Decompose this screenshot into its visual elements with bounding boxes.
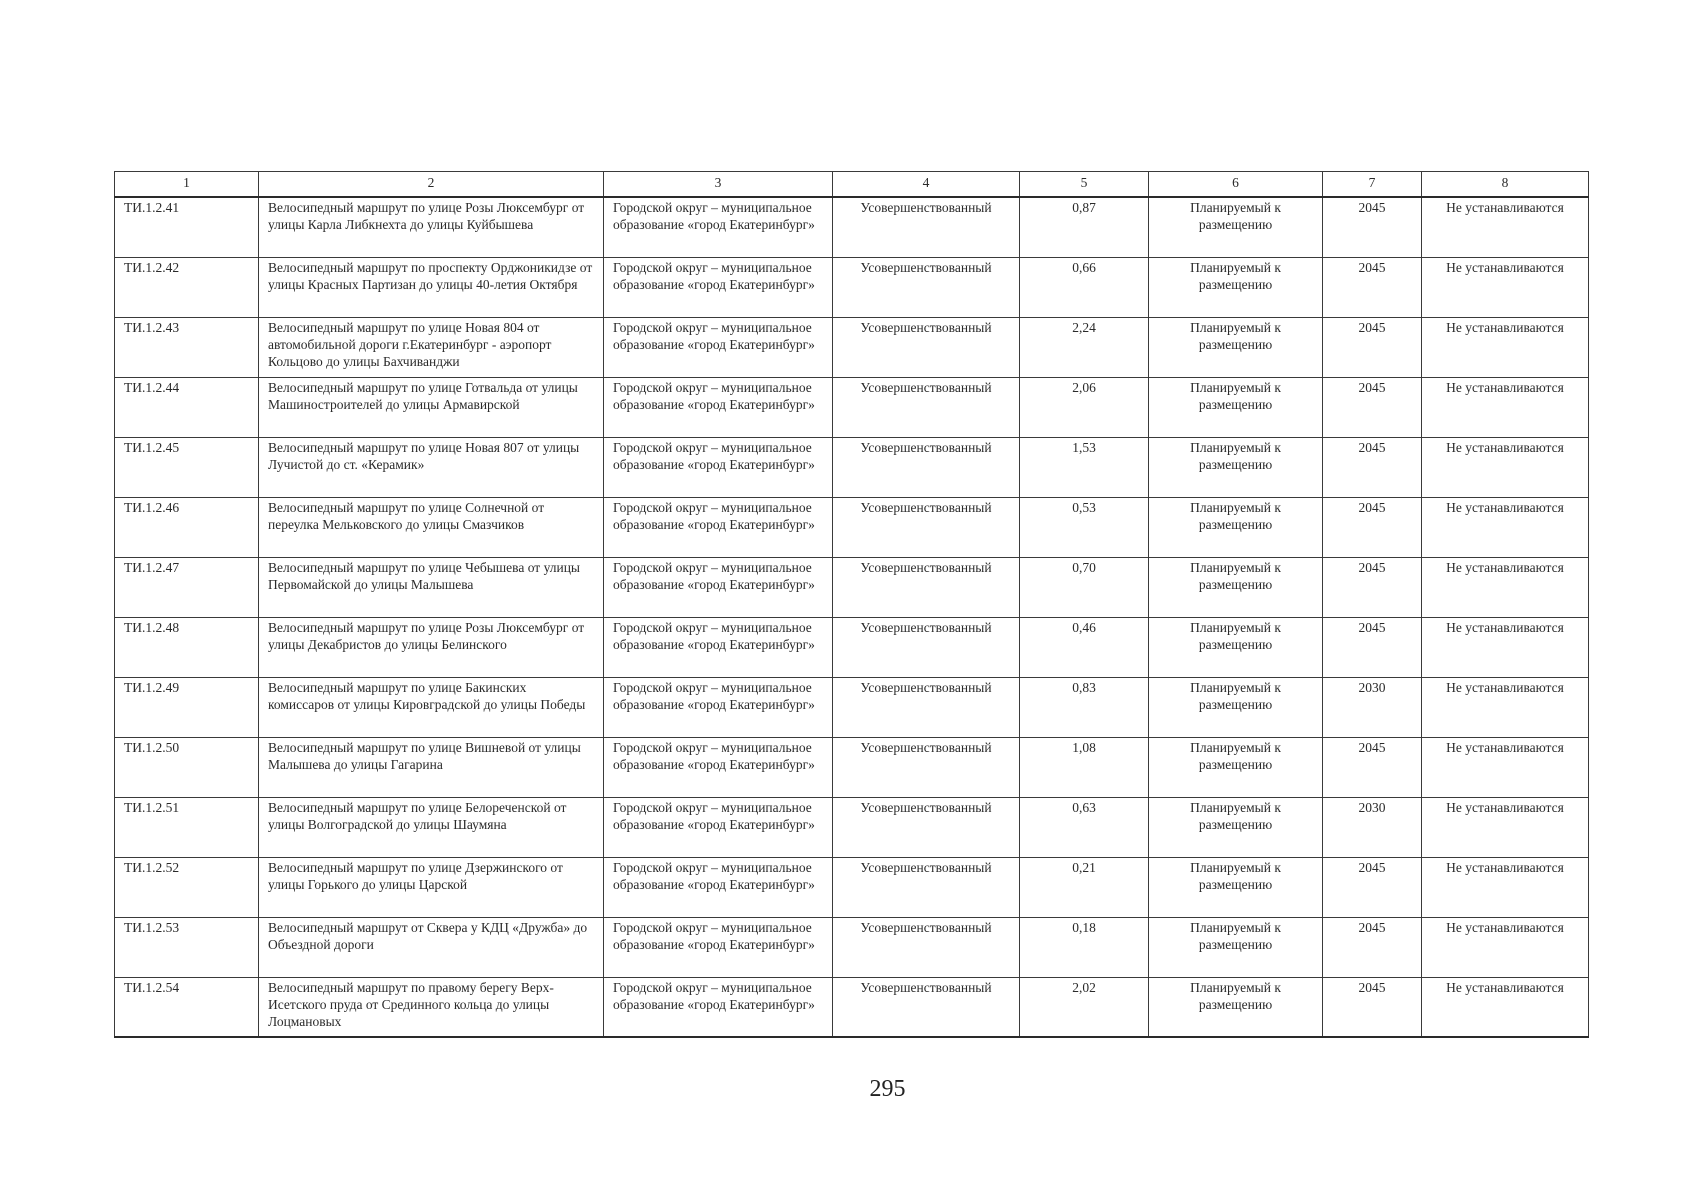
cell-restrictions: Не устанавливаются (1422, 977, 1589, 1037)
cell-name: Велосипедный маршрут по улице Солнечной от переулка Мельковского до улицы Смазчиков (259, 497, 604, 557)
cell-name: Велосипедный маршрут по правому берегу Верх-Исетского пруда от Срединного кольца до улицы Лоцмановых (259, 977, 604, 1037)
column-header: 4 (833, 172, 1020, 198)
header-row (115, 172, 1589, 198)
cell-category: Усовершенствованный (833, 557, 1020, 617)
cell-length: 2,24 (1020, 317, 1149, 377)
column-header: 6 (1149, 172, 1323, 198)
cell-length: 0,63 (1020, 797, 1149, 857)
cell-category: Усовершенствованный (833, 497, 1020, 557)
cell-status: Планируемый к размещению (1149, 497, 1323, 557)
cell-year: 2045 (1323, 257, 1422, 317)
cell-code: ТИ.1.2.51 (115, 797, 259, 857)
cell-year: 2045 (1323, 737, 1422, 797)
cell-code: ТИ.1.2.41 (115, 197, 259, 257)
cell-restrictions: Не устанавливаются (1422, 257, 1589, 317)
cell-restrictions: Не устанавливаются (1422, 617, 1589, 677)
cell-restrictions: Не устанавливаются (1422, 857, 1589, 917)
cell-status: Планируемый к размещению (1149, 917, 1323, 977)
table-row (115, 797, 1589, 857)
cell-municipality: Городской округ – муниципальное образование «город Екатеринбург» (604, 917, 833, 977)
cell-name: Велосипедный маршрут от Сквера у КДЦ «Дружба» до Объездной дороги (259, 917, 604, 977)
cell-status: Планируемый к размещению (1149, 797, 1323, 857)
cell-length: 1,08 (1020, 737, 1149, 797)
cell-length: 0,18 (1020, 917, 1149, 977)
cell-code: ТИ.1.2.48 (115, 617, 259, 677)
cell-length: 0,83 (1020, 677, 1149, 737)
cell-restrictions: Не устанавливаются (1422, 317, 1589, 377)
cell-restrictions: Не устанавливаются (1422, 497, 1589, 557)
cell-restrictions: Не устанавливаются (1422, 677, 1589, 737)
cell-category: Усовершенствованный (833, 437, 1020, 497)
page-number: 295 (869, 1076, 906, 1102)
table-row (115, 917, 1589, 977)
cell-code: ТИ.1.2.45 (115, 437, 259, 497)
cell-category: Усовершенствованный (833, 857, 1020, 917)
cell-status: Планируемый к размещению (1149, 737, 1323, 797)
cell-status: Планируемый к размещению (1149, 377, 1323, 437)
column-header: 1 (115, 172, 259, 198)
cell-length: 0,87 (1020, 197, 1149, 257)
cell-category: Усовершенствованный (833, 737, 1020, 797)
cell-municipality: Городской округ – муниципальное образование «город Екатеринбург» (604, 257, 833, 317)
column-header: 2 (259, 172, 604, 198)
table-row (115, 677, 1589, 737)
cell-category: Усовершенствованный (833, 317, 1020, 377)
column-header: 5 (1020, 172, 1149, 198)
cell-municipality: Городской округ – муниципальное образование «город Екатеринбург» (604, 317, 833, 377)
cell-name: Велосипедный маршрут по улице Белореченской от улицы Волгоградской до улицы Шаумяна (259, 797, 604, 857)
cell-status: Планируемый к размещению (1149, 257, 1323, 317)
cell-restrictions: Не устанавливаются (1422, 437, 1589, 497)
table-row (115, 377, 1589, 437)
cell-status: Планируемый к размещению (1149, 437, 1323, 497)
cell-code: ТИ.1.2.44 (115, 377, 259, 437)
cell-municipality: Городской округ – муниципальное образование «город Екатеринбург» (604, 737, 833, 797)
cell-restrictions: Не устанавливаются (1422, 377, 1589, 437)
cell-code: ТИ.1.2.49 (115, 677, 259, 737)
cell-category: Усовершенствованный (833, 797, 1020, 857)
table-row (115, 857, 1589, 917)
table-body (115, 197, 1589, 1037)
column-header: 3 (604, 172, 833, 198)
cell-name: Велосипедный маршрут по улице Новая 804 от автомобильной дороги г.Екатеринбург - аэропорт Кольцово до улицы Бахчиванджи (259, 317, 604, 377)
cell-category: Усовершенствованный (833, 257, 1020, 317)
cell-code: ТИ.1.2.52 (115, 857, 259, 917)
table-row (115, 197, 1589, 257)
cell-code: ТИ.1.2.54 (115, 977, 259, 1037)
cell-length: 0,66 (1020, 257, 1149, 317)
cell-year: 2045 (1323, 617, 1422, 677)
cell-status: Планируемый к размещению (1149, 857, 1323, 917)
cell-name: Велосипедный маршрут по улице Готвальда от улицы Машиностроителей до улицы Армавирской (259, 377, 604, 437)
cell-status: Планируемый к размещению (1149, 197, 1323, 257)
cell-status: Планируемый к размещению (1149, 677, 1323, 737)
cell-length: 2,02 (1020, 977, 1149, 1037)
table-row (115, 437, 1589, 497)
cell-restrictions: Не устанавливаются (1422, 737, 1589, 797)
cell-municipality: Городской округ – муниципальное образование «город Екатеринбург» (604, 617, 833, 677)
cell-year: 2030 (1323, 797, 1422, 857)
cell-code: ТИ.1.2.42 (115, 257, 259, 317)
cell-year: 2045 (1323, 917, 1422, 977)
cell-length: 0,46 (1020, 617, 1149, 677)
cell-category: Усовершенствованный (833, 197, 1020, 257)
table-row (115, 497, 1589, 557)
cell-status: Планируемый к размещению (1149, 977, 1323, 1037)
cell-municipality: Городской округ – муниципальное образование «город Екатеринбург» (604, 377, 833, 437)
cell-length: 2,06 (1020, 377, 1149, 437)
cell-name: Велосипедный маршрут по улице Розы Люксембург от улицы Карла Либкнехта до улицы Куйбышева (259, 197, 604, 257)
cell-municipality: Городской округ – муниципальное образование «город Екатеринбург» (604, 437, 833, 497)
cell-category: Усовершенствованный (833, 677, 1020, 737)
routes-table (114, 171, 1589, 1038)
table-row (115, 737, 1589, 797)
cell-name: Велосипедный маршрут по улице Дзержинского от улицы Горького до улицы Царской (259, 857, 604, 917)
cell-name: Велосипедный маршрут по улице Вишневой от улицы Малышева до улицы Гагарина (259, 737, 604, 797)
cell-restrictions: Не устанавливаются (1422, 197, 1589, 257)
table-row (115, 557, 1589, 617)
cell-year: 2045 (1323, 197, 1422, 257)
cell-restrictions: Не устанавливаются (1422, 557, 1589, 617)
cell-category: Усовершенствованный (833, 917, 1020, 977)
cell-code: ТИ.1.2.43 (115, 317, 259, 377)
cell-municipality: Городской округ – муниципальное образование «город Екатеринбург» (604, 197, 833, 257)
cell-status: Планируемый к размещению (1149, 617, 1323, 677)
table-row (115, 317, 1589, 377)
cell-code: ТИ.1.2.53 (115, 917, 259, 977)
cell-code: ТИ.1.2.46 (115, 497, 259, 557)
cell-length: 0,21 (1020, 857, 1149, 917)
cell-length: 1,53 (1020, 437, 1149, 497)
cell-status: Планируемый к размещению (1149, 317, 1323, 377)
cell-name: Велосипедный маршрут по проспекту Орджоникидзе от улицы Красных Партизан до улицы 40-летия Октября (259, 257, 604, 317)
cell-municipality: Городской округ – муниципальное образование «город Екатеринбург» (604, 857, 833, 917)
cell-restrictions: Не устанавливаются (1422, 917, 1589, 977)
cell-restrictions: Не устанавливаются (1422, 797, 1589, 857)
table-row (115, 977, 1589, 1037)
cell-category: Усовершенствованный (833, 377, 1020, 437)
cell-year: 2045 (1323, 437, 1422, 497)
cell-municipality: Городской округ – муниципальное образование «город Екатеринбург» (604, 557, 833, 617)
cell-year: 2045 (1323, 317, 1422, 377)
cell-code: ТИ.1.2.50 (115, 737, 259, 797)
cell-year: 2045 (1323, 497, 1422, 557)
cell-name: Велосипедный маршрут по улице Розы Люксембург от улицы Декабристов до улицы Белинского (259, 617, 604, 677)
cell-year: 2045 (1323, 557, 1422, 617)
cell-municipality: Городской округ – муниципальное образование «город Екатеринбург» (604, 977, 833, 1037)
cell-length: 0,70 (1020, 557, 1149, 617)
cell-year: 2045 (1323, 857, 1422, 917)
cell-length: 0,53 (1020, 497, 1149, 557)
cell-name: Велосипедный маршрут по улице Новая 807 от улицы Лучистой до ст. «Керамик» (259, 437, 604, 497)
table-row (115, 257, 1589, 317)
cell-municipality: Городской округ – муниципальное образование «город Екатеринбург» (604, 497, 833, 557)
cell-name: Велосипедный маршрут по улице Бакинских комиссаров от улицы Кировградской до улицы Победы (259, 677, 604, 737)
cell-municipality: Городской округ – муниципальное образование «город Екатеринбург» (604, 797, 833, 857)
cell-code: ТИ.1.2.47 (115, 557, 259, 617)
cell-category: Усовершенствованный (833, 617, 1020, 677)
cell-category: Усовершенствованный (833, 977, 1020, 1037)
cell-year: 2030 (1323, 677, 1422, 737)
cell-status: Планируемый к размещению (1149, 557, 1323, 617)
cell-year: 2045 (1323, 977, 1422, 1037)
cell-year: 2045 (1323, 377, 1422, 437)
cell-municipality: Городской округ – муниципальное образование «город Екатеринбург» (604, 677, 833, 737)
column-header: 7 (1323, 172, 1422, 198)
column-header: 8 (1422, 172, 1589, 198)
table-row (115, 617, 1589, 677)
cell-name: Велосипедный маршрут по улице Чебышева от улицы Первомайской до улицы Малышева (259, 557, 604, 617)
